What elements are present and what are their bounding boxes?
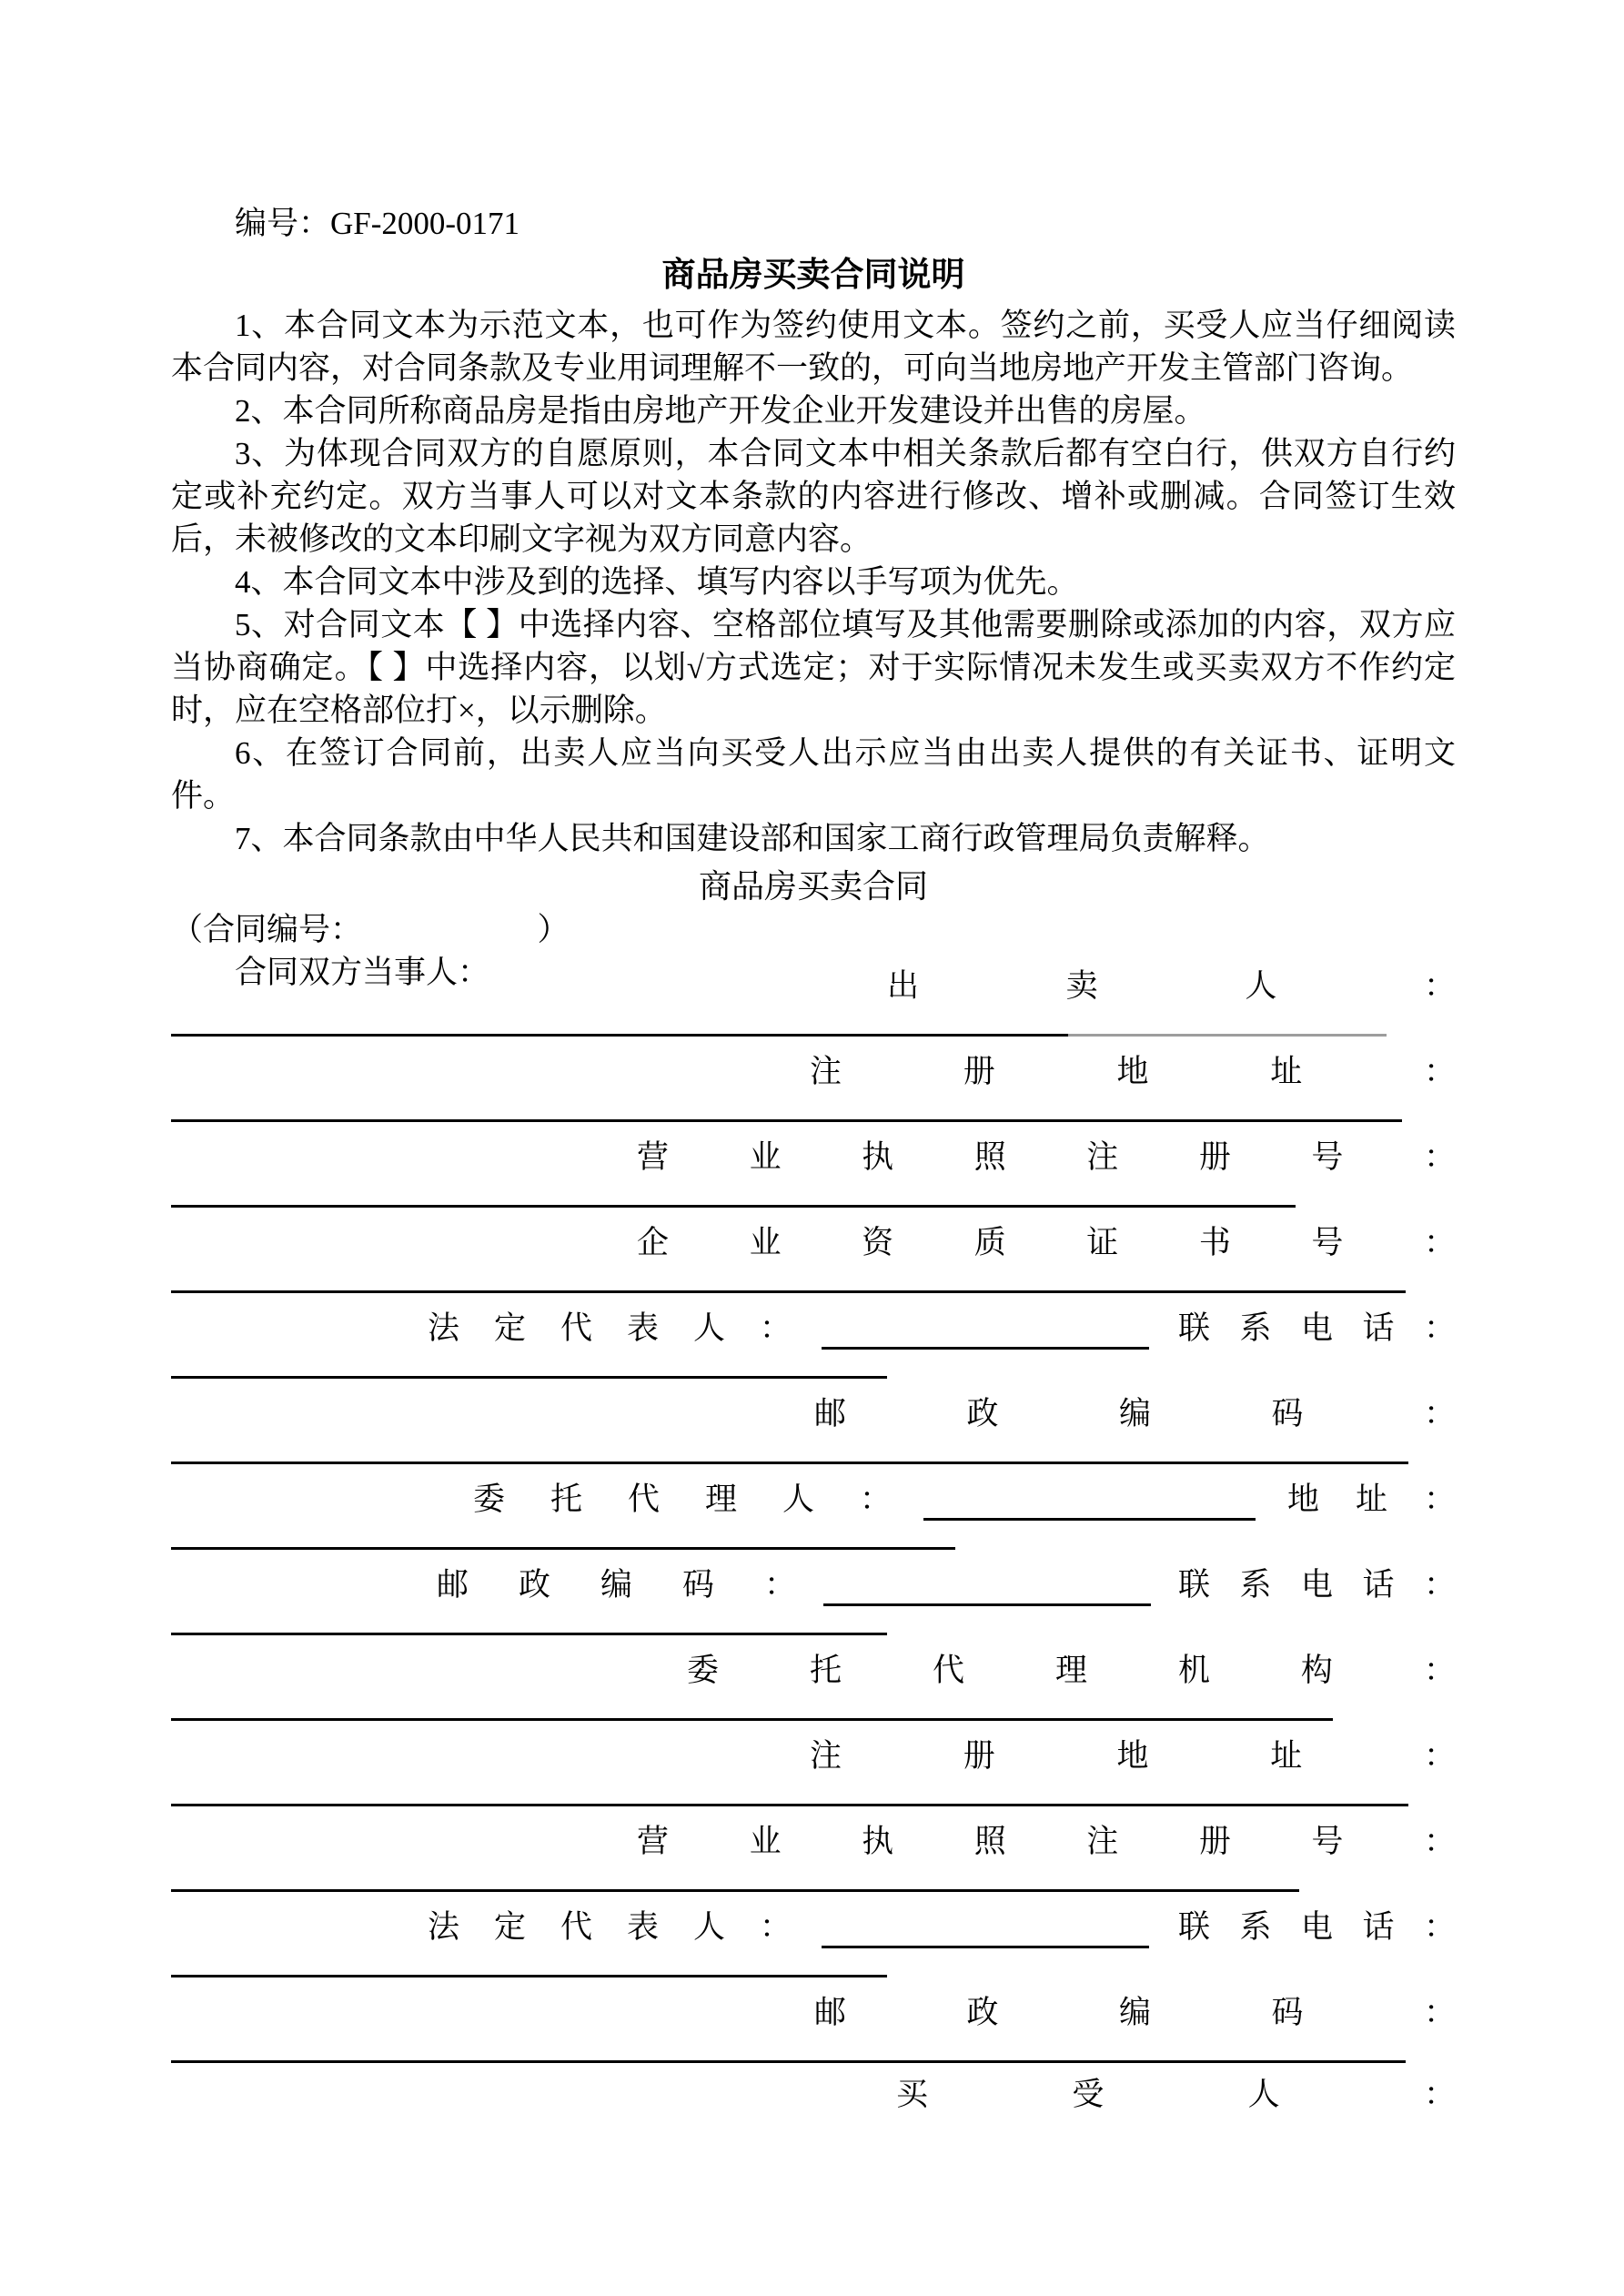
field-label-legal-representative: 法 定 代 表 人 ： [428,1310,792,1346]
field-label-postal-code-3: 邮 政 编 码 ： [814,1995,1456,2030]
field-label-buyer: 买 受 人 ： [896,2077,1456,2112]
instruction-paragraph-4: 4、本合同文本中涉及到的选择、填写内容以手写项为优先。 [235,564,1079,600]
field-label-registered-address-2: 注 册 地 址 ： [810,1738,1456,1774]
field-label-postal-code-2: 邮 政 编 码 ： [437,1567,796,1603]
fill-in-line [171,1462,1408,1464]
field-label-postal-code: 邮 政 编 码 ： [814,1396,1456,1431]
field-row-legal-representative [428,1307,1456,1350]
instructions-title: 商品房买卖合同说明 [661,257,965,294]
fill-in-line [171,1975,887,1977]
inline-fill-in-line [823,1569,1151,1606]
contract-title: 商品房买卖合同 [698,868,928,905]
field-label-contact-phone-2: 联 系 电 话 ： [1178,1567,1456,1603]
fill-in-line [171,1119,1402,1122]
field-label-address: 地 址 ： [1287,1482,1456,1517]
fill-in-line-gray [1068,1034,1387,1037]
fill-in-line [171,1034,1068,1037]
fill-in-line [171,1804,1408,1806]
contract-number-line: （合同编号： ） [171,912,570,947]
field-label-entrusted-agency: 委 托 代 理 机 构 ： [687,1653,1456,1688]
field-label-business-license-no: 营 业 执 照 注 册 号 ： [637,1139,1456,1175]
field-label-legal-representative-2: 法 定 代 表 人 ： [428,1909,792,1945]
field-label-entrusted-agent: 委 托 代 理 人 ： [473,1482,892,1517]
field-row-entrusted-agent [473,1478,1456,1521]
fill-in-line [171,1547,955,1550]
field-label-qualification-cert-no: 企 业 资 质 证 书 号 ： [637,1225,1456,1260]
document-content [171,202,1456,994]
fill-in-line [171,1376,887,1379]
instruction-paragraph-6: 6、在签订合同前，出卖人应当向买受人出示应当由出卖人提供的有关证书、证明文件。 [171,735,1456,814]
inline-fill-in-line [923,1483,1256,1521]
inline-fill-in-line [822,1911,1149,1948]
field-label-seller: 出 卖 人 ： [887,968,1456,1004]
instruction-paragraph-3: 3、为体现合同双方的自愿原则，本合同文本中相关条款后都有空白行，供双方自行约定或补充约定。双方当事人可以对文本条款的内容进行修改、增补或删减。合同签订生效后，未被修改的文本印刷文字视为双方同意内容。 [171,436,1456,557]
field-row-postal-code-2 [437,1563,1456,1606]
instruction-paragraph-1: 1、本合同文本为示范文本，也可作为签约使用文本。签约之前，买受人应当仔细阅读本合同内容，对合同条款及专业用词理解不一致的，可向当地房地产开发主管部门咨询。 [171,308,1456,386]
instruction-paragraph-7: 7、本合同条款由中华人民共和国建设部和国家工商行政管理局负责解释。 [235,821,1270,856]
instruction-paragraph-5: 5、对合同文本【 】中选择内容、空格部位填写及其他需要删除或添加的内容，双方应当协商确定。【 】中选择内容，以划√方式选定；对于实际情况未发生或买卖双方不作约定时，应在空格部位打×，以示删除。 [171,607,1456,728]
doc-number: 编号：GF-2000-0171 [235,206,520,241]
fill-in-line [171,1718,1333,1721]
parties-label: 合同双方当事人： [235,955,490,990]
inline-fill-in-line [822,1312,1149,1350]
field-label-contact-phone: 联 系 电 话 ： [1178,1310,1456,1346]
instruction-paragraph-2: 2、本合同所称商品房是指由房地产开发企业开发建设并出售的房屋。 [235,393,1206,429]
fill-in-line [171,1889,1299,1892]
field-label-registered-address: 注 册 地 址 ： [810,1054,1456,1089]
field-row-legal-representative-2 [428,1906,1456,1948]
fill-in-line [171,2060,1406,2063]
field-label-contact-phone-3: 联 系 电 话 ： [1178,1909,1456,1945]
fill-in-line [171,1290,1406,1293]
fill-in-line [171,1205,1296,1208]
field-label-business-license-no-2: 营 业 执 照 注 册 号 ： [637,1824,1456,1859]
fill-in-line [171,1633,887,1635]
